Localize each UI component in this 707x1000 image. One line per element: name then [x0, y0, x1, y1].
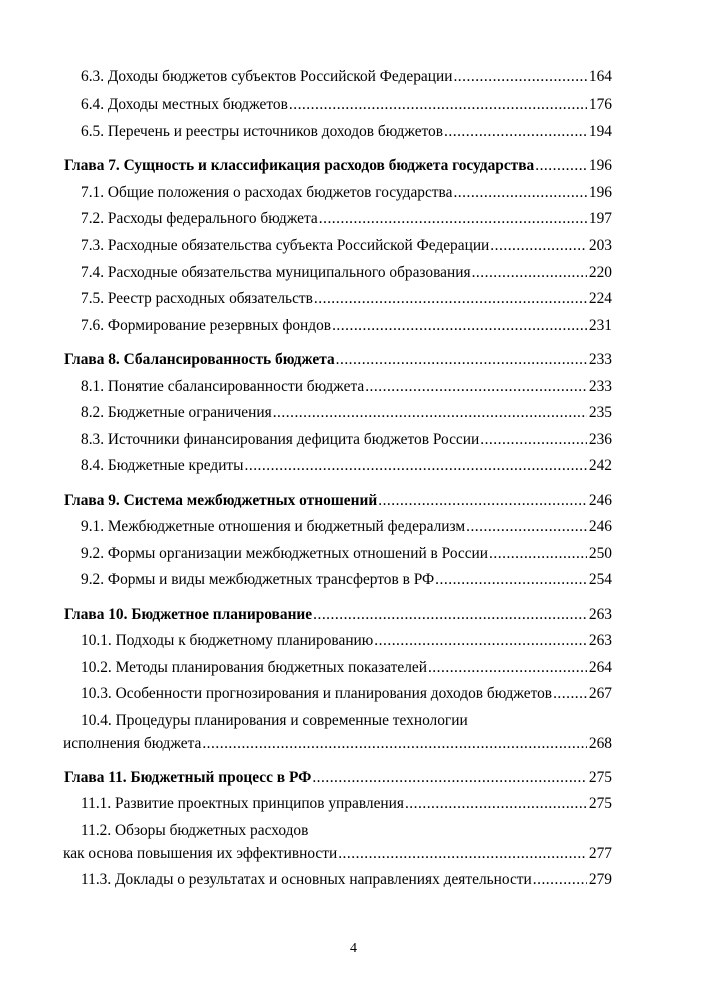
toc-chapter-page: 263: [588, 606, 612, 623]
toc-entry-title: 10.1. Подходы к бюджетному планированию: [81, 632, 374, 649]
toc-chapter-title: Глава 7. Сущность и классификация расходов бюджета государства: [64, 157, 535, 174]
dot-leader: [472, 263, 587, 283]
toc-entry-title: 7.3. Расходные обязательства субъекта Российской Федерации: [81, 237, 490, 254]
toc-entry-title: 9.1. Межбюджетные отношения и бюджетный федерализм: [81, 518, 466, 535]
dot-leader: [533, 870, 587, 890]
toc-entry-page: 254: [588, 571, 612, 588]
toc-entry-page: 233: [588, 378, 612, 395]
dot-leader: [444, 122, 587, 142]
toc-entry-title: исполнения бюджета: [63, 735, 202, 752]
toc-entry-title: 8.3. Источники финансирования дефицита бюджетов России: [81, 431, 480, 448]
toc-entry-6-3[interactable]: [81, 67, 612, 87]
toc-entry-7-1[interactable]: [81, 183, 612, 203]
toc-chapter-8[interactable]: [64, 350, 612, 370]
toc-entry-8-3[interactable]: [81, 430, 612, 450]
dot-leader: [245, 456, 587, 476]
toc-entry-page: 236: [588, 431, 612, 448]
dot-leader: [338, 844, 587, 864]
toc-entry-page: 267: [588, 685, 612, 702]
toc-entry-title: как основа повышения их эффективности: [63, 845, 338, 862]
toc-entry-10-3[interactable]: [81, 684, 612, 704]
toc-entry-7-5[interactable]: [81, 289, 612, 309]
toc-entry-title: 9.2. Формы организации межбюджетных отношений в России: [81, 545, 489, 562]
toc-entry-8-2[interactable]: [81, 403, 612, 423]
toc-entry-title: 6.5. Перечень и реестры источников доходов бюджетов: [81, 123, 444, 140]
toc-chapter-title: Глава 11. Бюджетный процесс в РФ: [64, 769, 312, 786]
toc-entry-page: 224: [588, 290, 612, 307]
toc-entry-title: 6.3. Доходы бюджетов субъектов Российской Федерации: [81, 68, 453, 85]
dot-leader: [405, 794, 587, 814]
page-number: 4: [350, 941, 357, 956]
toc-entry-title: 11.1. Развитие проектных принципов управления: [81, 795, 404, 812]
toc-chapter-7[interactable]: [64, 156, 612, 176]
dot-leader: [535, 156, 587, 176]
toc-chapter-title: Глава 9. Система межбюджетных отношений: [64, 492, 378, 509]
toc-entry-7-6[interactable]: [81, 316, 612, 336]
dot-leader: [490, 236, 587, 256]
toc-entry-11-2[interactable]: [63, 821, 612, 864]
toc-entry-11-3[interactable]: [81, 870, 612, 890]
dot-leader: [202, 734, 587, 754]
toc-entry-title: 10.2. Методы планирования бюджетных показателей: [81, 659, 427, 676]
toc-entry-title-line1: 10.4. Процедуры планирования и современные технологии: [81, 712, 468, 729]
toc-entry-6-4[interactable]: [81, 95, 612, 115]
toc-entry-8-1[interactable]: [81, 377, 612, 397]
toc-entry-page: 176: [588, 96, 612, 113]
dot-leader: [374, 631, 587, 651]
toc-entry-9-2[interactable]: [81, 544, 612, 564]
toc-chapter-page: 275: [588, 769, 612, 786]
dot-leader: [489, 544, 587, 564]
toc-chapter-10[interactable]: [64, 605, 612, 625]
toc-entry-title: 7.2. Расходы федерального бюджета: [81, 210, 318, 227]
toc-entry-title: 7.1. Общие положения о расходах бюджетов государства: [81, 184, 453, 201]
dot-leader: [480, 430, 587, 450]
dot-leader: [466, 517, 587, 537]
toc-chapter-page: 196: [588, 157, 612, 174]
toc-entry-page: 196: [588, 184, 612, 201]
dot-leader: [336, 350, 587, 370]
dot-leader: [332, 316, 587, 336]
toc-entry-8-4[interactable]: [81, 456, 612, 476]
toc-entry-page: 164: [588, 68, 612, 85]
toc-entry-page: 235: [588, 404, 612, 421]
dot-leader: [453, 183, 586, 203]
toc-entry-6-5[interactable]: [81, 122, 612, 142]
toc-chapter-11[interactable]: [64, 768, 612, 788]
toc-chapter-9[interactable]: [64, 491, 612, 511]
toc-entry-title: 8.2. Бюджетные ограничения: [81, 404, 272, 421]
toc-entry-11-1[interactable]: [81, 794, 612, 814]
toc-entry-title: 11.3. Доклады о результатах и основных направлениях деятельности: [81, 871, 532, 888]
dot-leader: [312, 768, 587, 788]
toc-entry-page: 275: [588, 795, 612, 812]
dot-leader: [314, 289, 587, 309]
toc-entry-page: 242: [588, 457, 612, 474]
dot-leader: [313, 605, 587, 625]
dot-leader: [289, 95, 587, 115]
toc-entry-7-3[interactable]: [81, 236, 612, 256]
toc-entry-page: 194: [588, 123, 612, 140]
toc-entry-title: 10.3. Особенности прогнозирования и планирования доходов бюджетов: [81, 685, 553, 702]
toc-entry-title: 8.1. Понятие сбалансированности бюджета: [81, 378, 365, 395]
dot-leader: [319, 209, 587, 229]
toc-entry-page: 250: [588, 545, 612, 562]
toc-entry-page: 277: [588, 845, 612, 862]
toc-entry-9-2b[interactable]: [81, 570, 612, 590]
toc-entry-page: 203: [588, 237, 612, 254]
toc-chapter-title: Глава 8. Сбалансированность бюджета: [64, 351, 335, 368]
toc-entry-title: 8.4. Бюджетные кредиты: [81, 457, 244, 474]
toc-entry-page: 263: [588, 632, 612, 649]
dot-leader: [553, 684, 587, 704]
toc-entry-7-4[interactable]: [81, 263, 612, 283]
toc-chapter-title: Глава 10. Бюджетное планирование: [64, 606, 313, 623]
dot-leader: [273, 403, 587, 423]
toc-entry-page: 264: [588, 659, 612, 676]
toc-entry-title: 7.4. Расходные обязательства муниципального образования: [81, 264, 471, 281]
toc-entry-title: 7.6. Формирование резервных фондов: [81, 317, 332, 334]
toc-chapter-page: 233: [588, 351, 612, 368]
toc-entry-page: 197: [588, 210, 612, 227]
toc-entry-title: 6.4. Доходы местных бюджетов: [81, 96, 288, 113]
dot-leader: [453, 67, 586, 87]
toc-entry-10-1[interactable]: [81, 631, 612, 651]
toc-entry-title: 7.5. Реестр расходных обязательств: [81, 290, 313, 307]
toc-entry-10-4[interactable]: [63, 711, 612, 754]
toc-entry-10-2[interactable]: [81, 658, 612, 678]
toc-entry-9-1[interactable]: [81, 517, 612, 537]
dot-leader: [365, 377, 587, 397]
dot-leader: [378, 491, 587, 511]
toc-chapter-page: 246: [588, 492, 612, 509]
toc-entry-title: 9.2. Формы и виды межбюджетных трансфертов в РФ: [81, 571, 435, 588]
dot-leader: [435, 570, 587, 590]
toc-entry-7-2[interactable]: [81, 209, 612, 229]
toc-entry-page: 220: [588, 264, 612, 281]
toc-entry-page: 268: [588, 735, 612, 752]
toc-entry-page: 246: [588, 518, 612, 535]
dot-leader: [428, 658, 587, 678]
toc-entry-page: 279: [588, 871, 612, 888]
toc-entry-title-line1: 11.2. Обзоры бюджетных расходов: [81, 822, 309, 839]
toc-entry-page: 231: [588, 317, 612, 334]
